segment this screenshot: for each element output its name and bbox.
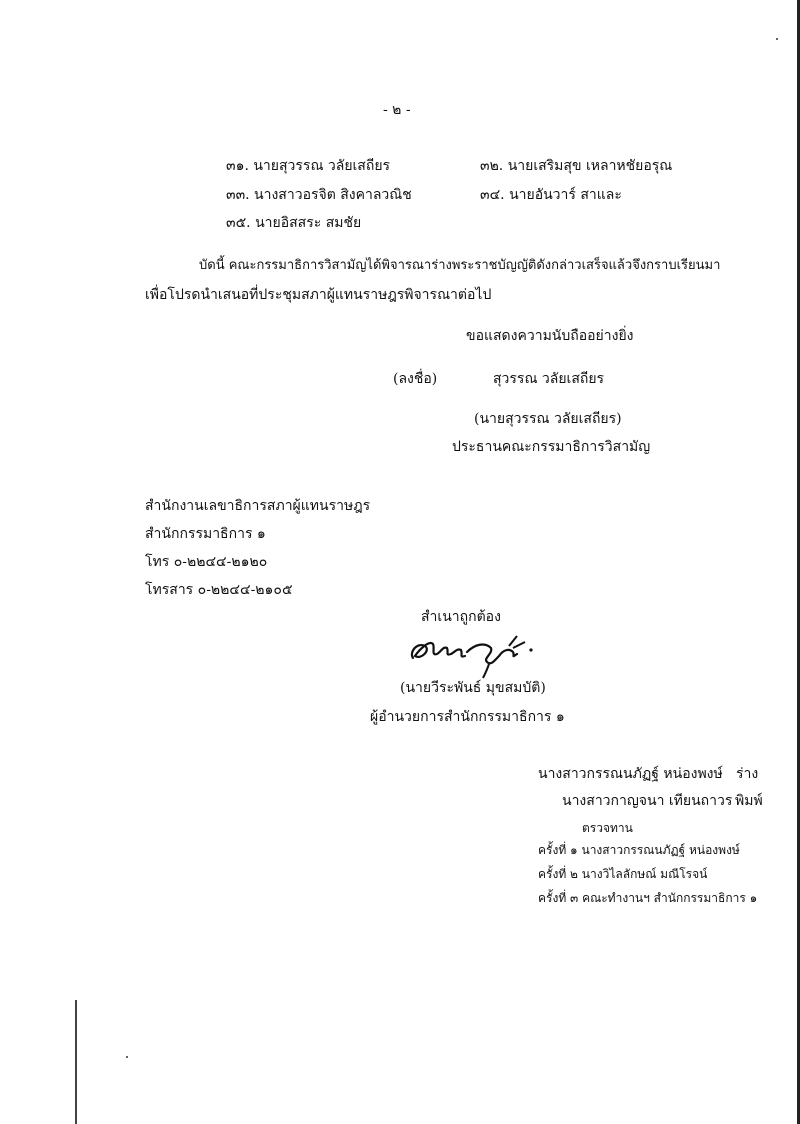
office-phone: โทร ๐-๒๒๔๔-๒๑๒๐ [145, 554, 268, 570]
typist-role: พิมพ์ [735, 793, 763, 809]
certification-label: สำเนาถูกต้อง [421, 609, 501, 625]
member-31: ๓๑. นายสุวรรณ วลัยเสถียร [226, 158, 391, 174]
page-number: - ๒ - [383, 102, 411, 118]
handwritten-signature [405, 630, 545, 680]
member-32: ๓๒. นายเสริมสุข เหลาหชัยอรุณ [480, 158, 673, 174]
review-3: ครั้งที่ ๓ คณะทำงานฯ สำนักกรรมาธิการ ๑ [538, 891, 758, 905]
closing-phrase: ขอแสดงความนับถืออย่างยิ่ง [466, 328, 634, 344]
drafter-name: นางสาวกรรณนภัฏฐ์ หน่องพงษ์ [538, 766, 723, 782]
scan-speck [126, 1056, 128, 1058]
certifier-name: (นายวีระพันธ์ มุขสมบัติ) [400, 680, 546, 696]
member-34: ๓๔. นายอันวาร์ สาและ [480, 187, 622, 203]
office-fax: โทรสาร ๐-๒๒๔๔-๒๑๐๕ [145, 582, 293, 598]
body-line-1: บัดนี้ คณะกรรมาธิการวิสามัญได้พิจารณาร่างพระราชบัญญัติดังกล่าวเสร็จแล้วจึงกราบเรียนมา [199, 258, 721, 273]
signed-label: (ลงชื่อ) [393, 371, 438, 387]
signer-position: ประธานคณะกรรมาธิการวิสามัญ [452, 439, 651, 455]
member-33: ๓๓. นางสาวอรจิต สิงคาลวณิช [226, 187, 412, 203]
certifier-position: ผู้อำนวยการสำนักกรรมาธิการ ๑ [370, 709, 565, 725]
member-35: ๓๕. นายอิสสระ สมชัย [226, 215, 362, 231]
drafter-role: ร่าง [736, 766, 759, 782]
office-name: สำนักงานเลขาธิการสภาผู้แทนราษฎร [145, 498, 371, 514]
scan-edge-left [75, 1000, 77, 1124]
signed-name: สุวรรณ วลัยเสถียร [493, 371, 605, 387]
scan-speck [776, 38, 778, 40]
office-bureau: สำนักกรรมาธิการ ๑ [145, 526, 266, 542]
body-line-2: เพื่อโปรดนำเสนอที่ประชุมสภาผู้แทนราษฎรพิจารณาต่อไป [145, 287, 492, 303]
review-1: ครั้งที่ ๑ นางสาวกรรณนภัฏฐ์ หน่องพงษ์ [538, 843, 740, 857]
review-2: ครั้งที่ ๒ นางวิไลลักษณ์ มณีโรจน์ [538, 867, 708, 881]
review-label: ตรวจทาน [582, 821, 633, 835]
typist-name: นางสาวกาญจนา เทียนถาวร [562, 793, 733, 809]
signer-full-name: (นายสุวรรณ วลัยเสถียร) [474, 411, 622, 427]
